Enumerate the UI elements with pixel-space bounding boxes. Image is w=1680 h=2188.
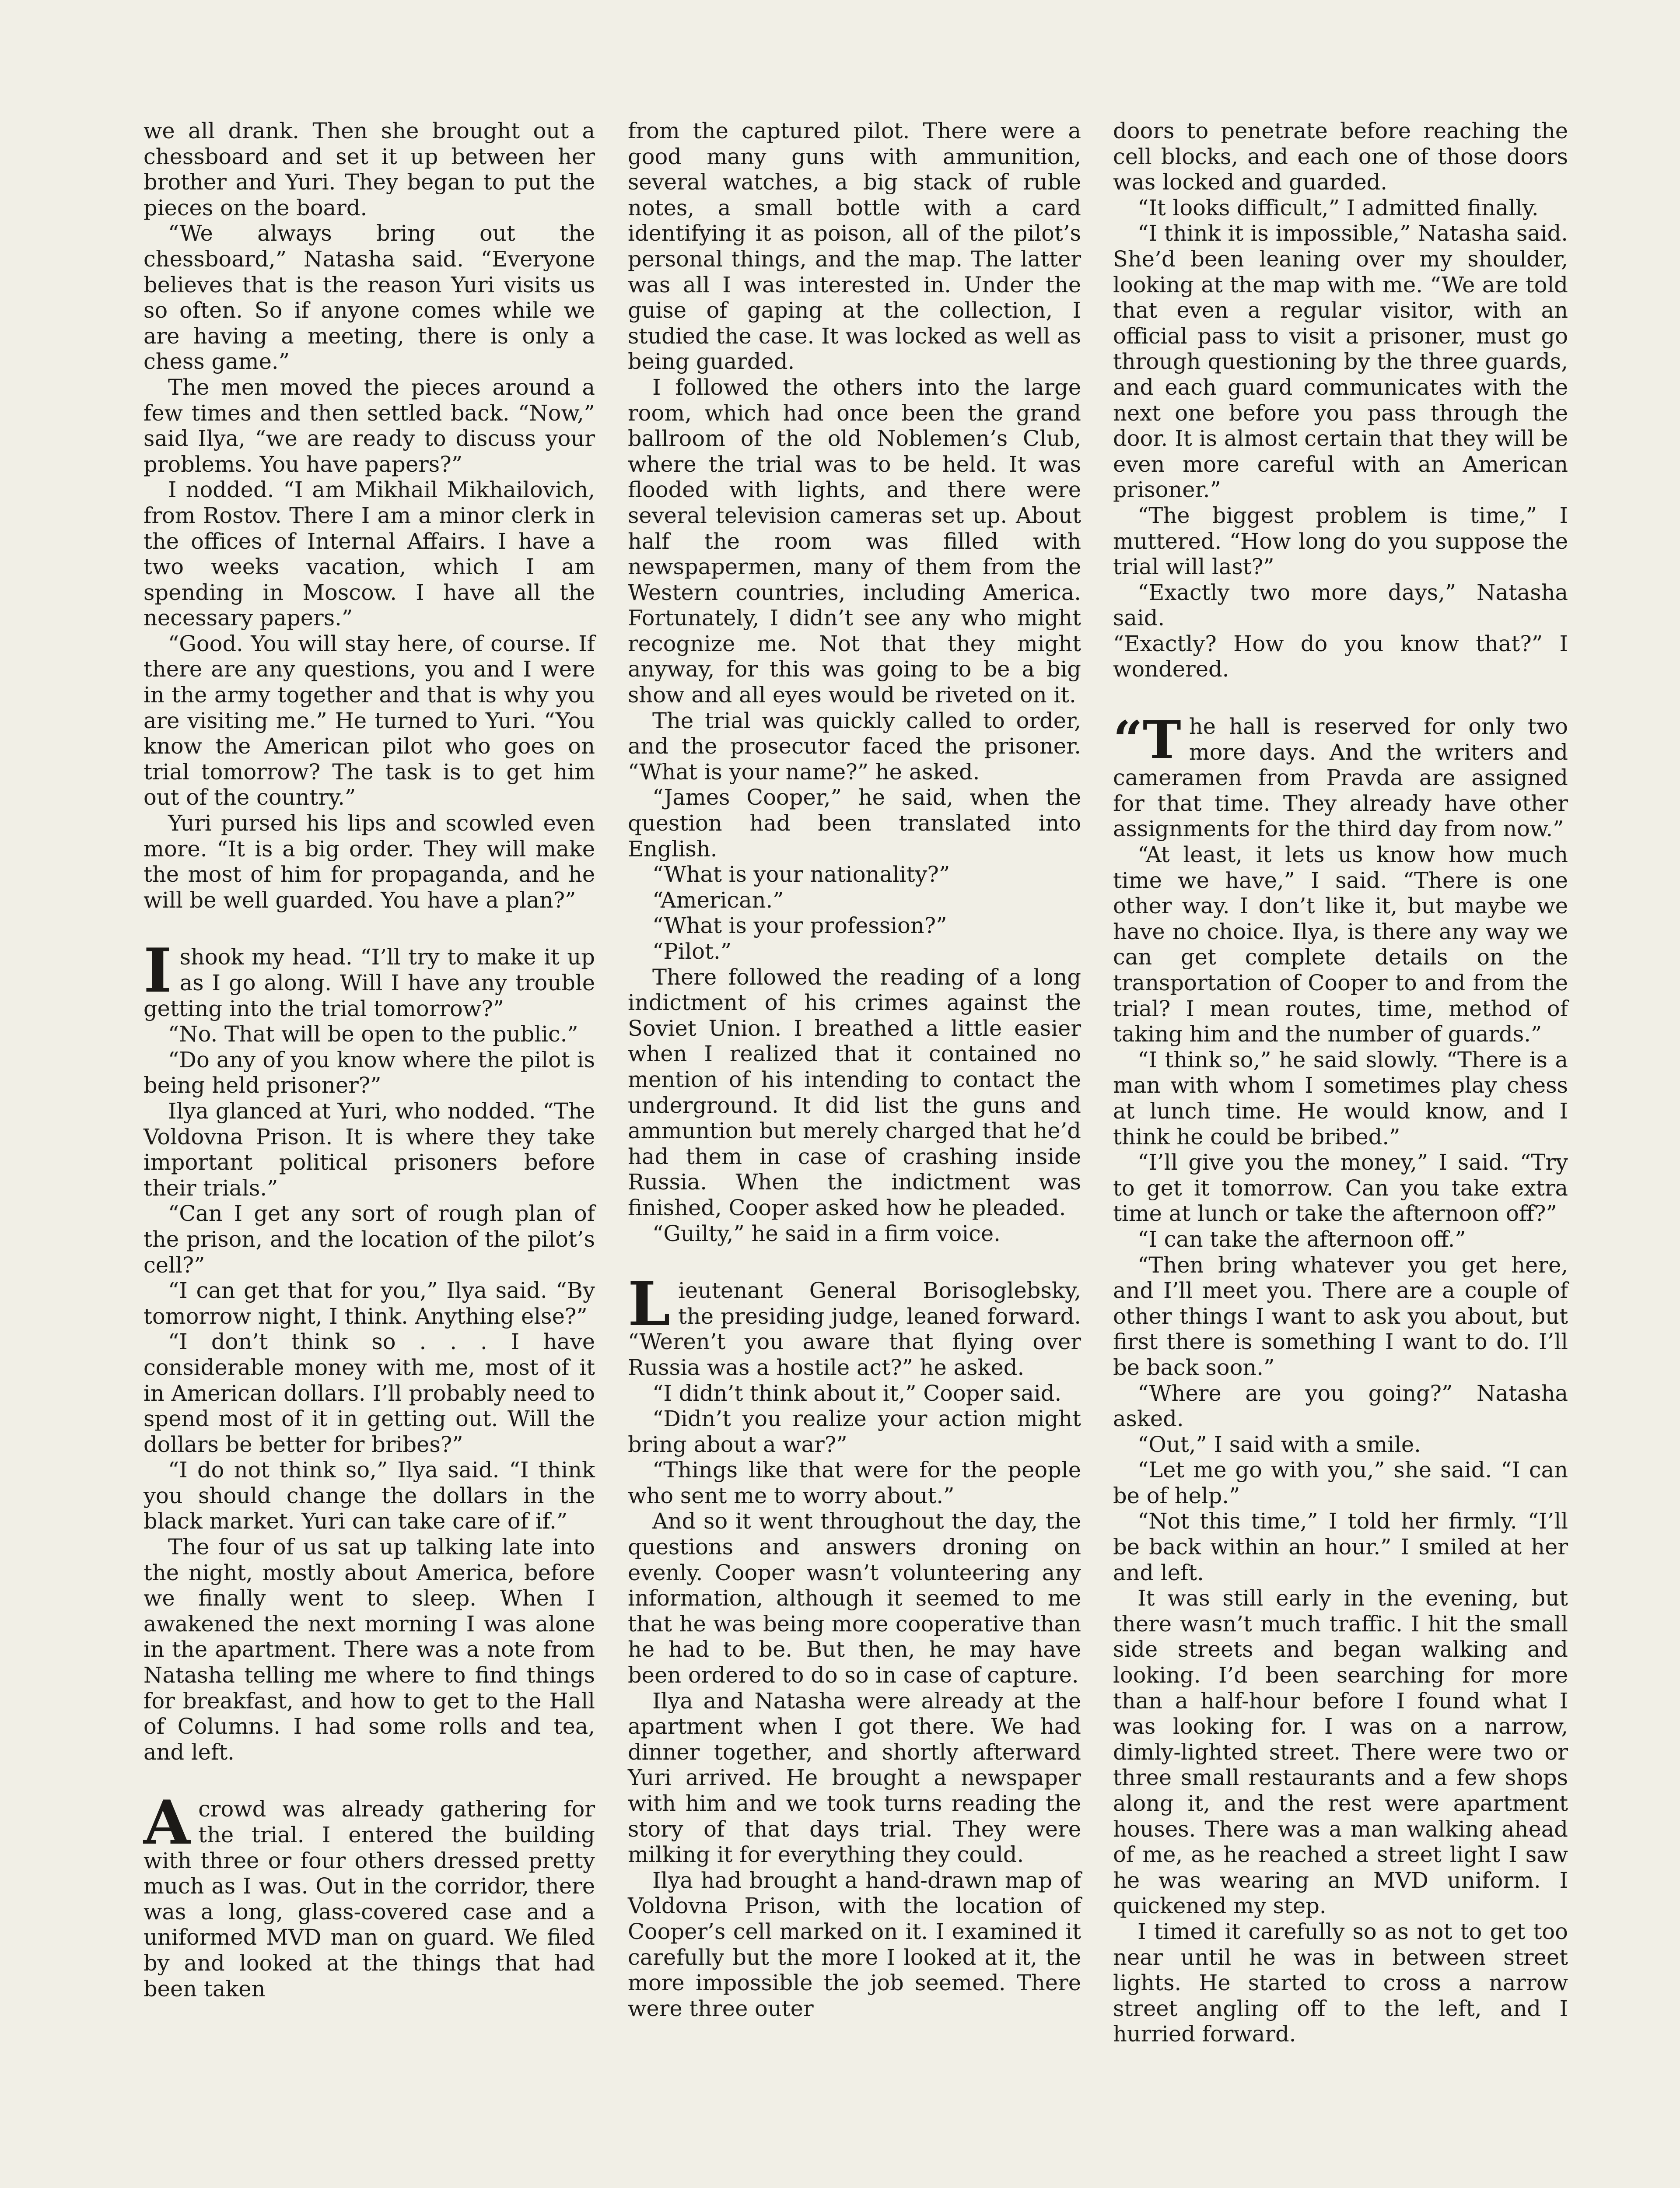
- paragraph: It was still early in the evening, but there wasn’t much traffic. I hit the small side streets and began walking and looking. I’d been searching for more than a half-hour before I found what I was looking for. I was on a narrow, dimly-lighted street. There were two or three small restaurants and a few shops along it, and the rest were apartment houses. There was a man walking ahead of me, as he reached a street light I saw he was wearing an MVD uniform. I quickened my step.: [1113, 1585, 1568, 1919]
- paragraph: The four of us sat up talking late into the night, mostly about America, before we finally went to sleep. When I awakened the next morning I was alone in the apartment. There was a note from Natasha telling me where to find things for breakfast, and how to get to the Hall of Columns. I had some rolls and tea, and left.: [144, 1534, 595, 1765]
- text-column-3: [1113, 118, 1568, 2047]
- paragraph: “I can take the afternoon off.”: [1138, 1226, 1466, 1252]
- paragraph: “Exactly two more days,” Natasha said.: [1113, 579, 1568, 631]
- paragraph: Ilya and Natasha were already at the apartment when I got there. We had dinner together, and shortly afterward Yuri arrived. He brought a newspaper with him and we took turns reading the story of that days trial. They were milking it for everything they could.: [628, 1688, 1081, 1868]
- paragraph: The men moved the pieces around a few times and then settled back. “Now,” said Ilya, “we are ready to discuss your problems. You have papers?”: [144, 374, 595, 477]
- paragraph: I nodded. “I am Mikhail Mikhailovich, from Rostov. There I am a minor clerk in the offices of Internal Affairs. I have a two weeks vacation, which I am spending in Moscow. I have all the necessary papers.”: [144, 477, 595, 631]
- paragraph: “American.”: [652, 887, 784, 913]
- paragraph: There followed the reading of a long indictment of his crimes against the Soviet Union. I breathed a little easier when I realized that it contained no mention of his intending to contact the underground. It did list the guns and ammuntion but merely charged that he’d had them in case of crashing inside Russia. When the indictment was finished, Cooper asked how he pleaded.: [628, 964, 1081, 1220]
- paragraph: “It looks difficult,” I admitted finally.: [1138, 195, 1539, 221]
- paragraph: “Things like that were for the people who sent me to worry about.”: [628, 1457, 1081, 1508]
- paragraph: “The biggest problem is time,” I muttered. “How long do you suppose the trial will last?”: [1113, 502, 1568, 580]
- paragraph: “I don’t think so . . . I have considerable money with me, most of it in American dollars. I’ll probably need to spend most of it in getting out. Will the dollars be better for bribes?”: [144, 1329, 595, 1457]
- paragraph: “Guilty,” he said in a firm voice.: [652, 1220, 1001, 1246]
- paragraph: I followed the others into the large room, which had once been the grand ballroom of the old Noblemen’s Club, where the trial was to be held. It was flooded with lights, and there were several television cameras set up. About half the room was filled with newspapermen, many of them from the Western countries, including America. Fortunately, I didn’t see any who might recognize me. Not that they might anyway, for this was going to be a big show and all eyes would be riveted on it.: [628, 374, 1081, 708]
- paragraph-dropcap: “The hall is reserved for only two more days. And the writers and cameramen from Pravda are assigned for that time. They already have other assignments for the third day from now.”: [1113, 709, 1568, 842]
- paragraph: Ilya had brought a hand-drawn map of Voldovna Prison, with the location of Cooper’s cell marked on it. I examined it carefully but the more I looked at it, the more impossible the job seemed. There were three outer: [628, 1867, 1081, 2021]
- paragraph: Yuri pursed his lips and scowled even more. “It is a big order. They will make the most of him for propaganda, and he will be well guarded. You have a plan?”: [144, 810, 595, 913]
- paragraph: And so it went throughout the day, the questions and answers droning on evenly. Cooper wasn’t volunteering any information, although it seemed to me that he was being more cooperative than he had to be. But then, he may have been ordered to do so in case of capture.: [628, 1508, 1081, 1688]
- paragraph: from the captured pilot. There were a good many guns with ammunition, several watches, a big stack of ruble notes, a small bottle with a card identifying it as poison, all of the pilot’s personal things, and the map. The latter was all I was interested in. Under the guise of gaping at the collection, I studied the case. It was locked as well as being guarded.: [628, 118, 1081, 375]
- paragraph: “We always bring out the chessboard,” Natasha said. “Everyone believes that is the reason Yuri visits us so often. So if anyone comes while we are having a meeting, there is only a chess game.”: [144, 221, 595, 375]
- paragraph: “Not this time,” I told her firmly. “I’ll be back within an hour.” I smiled at her and left.: [1113, 1508, 1568, 1585]
- paragraph: “James Cooper,” he said, when the question had been translated into English.: [628, 785, 1081, 862]
- paragraph: “I think it is impossible,” Natasha said. She’d been leaning over my shoulder, looking at the map with me. “We are told that even a regular visitor, with an official pass to visit a prisoner, must go through questioning by the three guards, and each guard communicates with the next one before you pass through the door. It is almost certain that they will be even more careful with an American prisoner.”: [1113, 221, 1568, 503]
- paragraph: “I do not think so,” Ilya said. “I think you should change the dollars in the black market. Yuri can take care of if.”: [144, 1457, 595, 1534]
- paragraph: “Didn’t you realize your action might bring about a war?”: [628, 1406, 1081, 1457]
- paragraph: “What is your profession?”: [652, 913, 947, 939]
- paragraph: “I can get that for you,” Ilya said. “By tomorrow night, I think. Anything else?”: [144, 1278, 595, 1329]
- paragraph: we all drank. Then she brought out a chessboard and set it up between her brother and Yuri. They began to put the pieces on the board.: [144, 118, 595, 221]
- paragraph: “Exactly? How do you know that?” I wondered.: [1113, 631, 1568, 682]
- paragraph: “No. That will be open to the public.”: [168, 1021, 578, 1047]
- paragraph: “At least, it lets us know how much time we have,” I said. “There is one other way. I don’t like it, but maybe we have no choice. Ilya, is there any way we can get complete details on the transportation of Cooper to and from the trial? I mean routes, time, method of taking him and the number of guards.”: [1113, 842, 1568, 1047]
- paragraph: “Good. You will stay here, of course. If there are any questions, you and I were in the army together and that is why you are visiting me.” He turned to Yuri. “You know the American pilot who goes on trial tomorrow? The task is to get him out of the country.”: [144, 631, 595, 810]
- paragraph: “Let me go with you,” she said. “I can be of help.”: [1113, 1457, 1568, 1508]
- paragraph: “Then bring whatever you get here, and I’ll meet you. There are a couple of other things I want to ask you about, but first there is something I want to do. I’ll be back soon.”: [1113, 1252, 1568, 1380]
- paragraph: “I’ll give you the money,” I said. “Try to get it tomorrow. Can you take extra time at lunch or take the afternoon off?”: [1113, 1150, 1568, 1227]
- paragraph: “Can I get any sort of rough plan of the prison, and the location of the pilot’s cell?”: [144, 1201, 595, 1278]
- paragraph: Ilya glanced at Yuri, who nodded. “The Voldovna Prison. It is where they take important political prisoners before their trials.”: [144, 1098, 595, 1201]
- paragraph: I timed it carefully so as not to get too near until he was in between street lights. He started to cross a narrow street angling off to the left, and I hurried forward.: [1113, 1918, 1568, 2047]
- paragraph: “Pilot.”: [652, 939, 732, 964]
- paragraph-dropcap: Acrowd was already gathering for the trial. I entered the building with three or four others dressed pretty much as I was. Out in the corridor, there was a long, glass-covered case and a uniformed MVD man on guard. We filed by and looked at the things that had been taken: [144, 1787, 595, 2002]
- paragraph: “Do any of you know where the pilot is being held prisoner?”: [144, 1047, 595, 1098]
- paragraph: “I didn’t think about it,” Cooper said.: [652, 1380, 1062, 1406]
- text-column-2: [628, 118, 1081, 2021]
- paragraph-dropcap: Lieutenant General Borisoglebsky, the presiding judge, leaned forward. “Weren’t you aware that flying over Russia was a hostile act?” he asked.: [628, 1268, 1081, 1380]
- paragraph-dropcap: Ishook my head. “I’ll try to make it up as I go along. Will I have any trouble getting into the trial tomorrow?”: [144, 935, 595, 1021]
- paragraph: The trial was quickly called to order, and the prosecutor faced the prisoner. “What is your name?” he asked.: [628, 708, 1081, 785]
- paragraph: doors to penetrate before reaching the cell blocks, and each one of those doors was locked and guarded.: [1113, 118, 1568, 195]
- paragraph: “I think so,” he said slowly. “There is a man with whom I sometimes play chess at lunch time. He would know, and I think he could be bribed.”: [1113, 1047, 1568, 1150]
- paragraph: “Where are you going?” Natasha asked.: [1113, 1380, 1568, 1432]
- paragraph: “Out,” I said with a smile.: [1138, 1431, 1421, 1457]
- paragraph: “What is your nationality?”: [652, 862, 950, 887]
- text-column-1: [144, 118, 595, 2002]
